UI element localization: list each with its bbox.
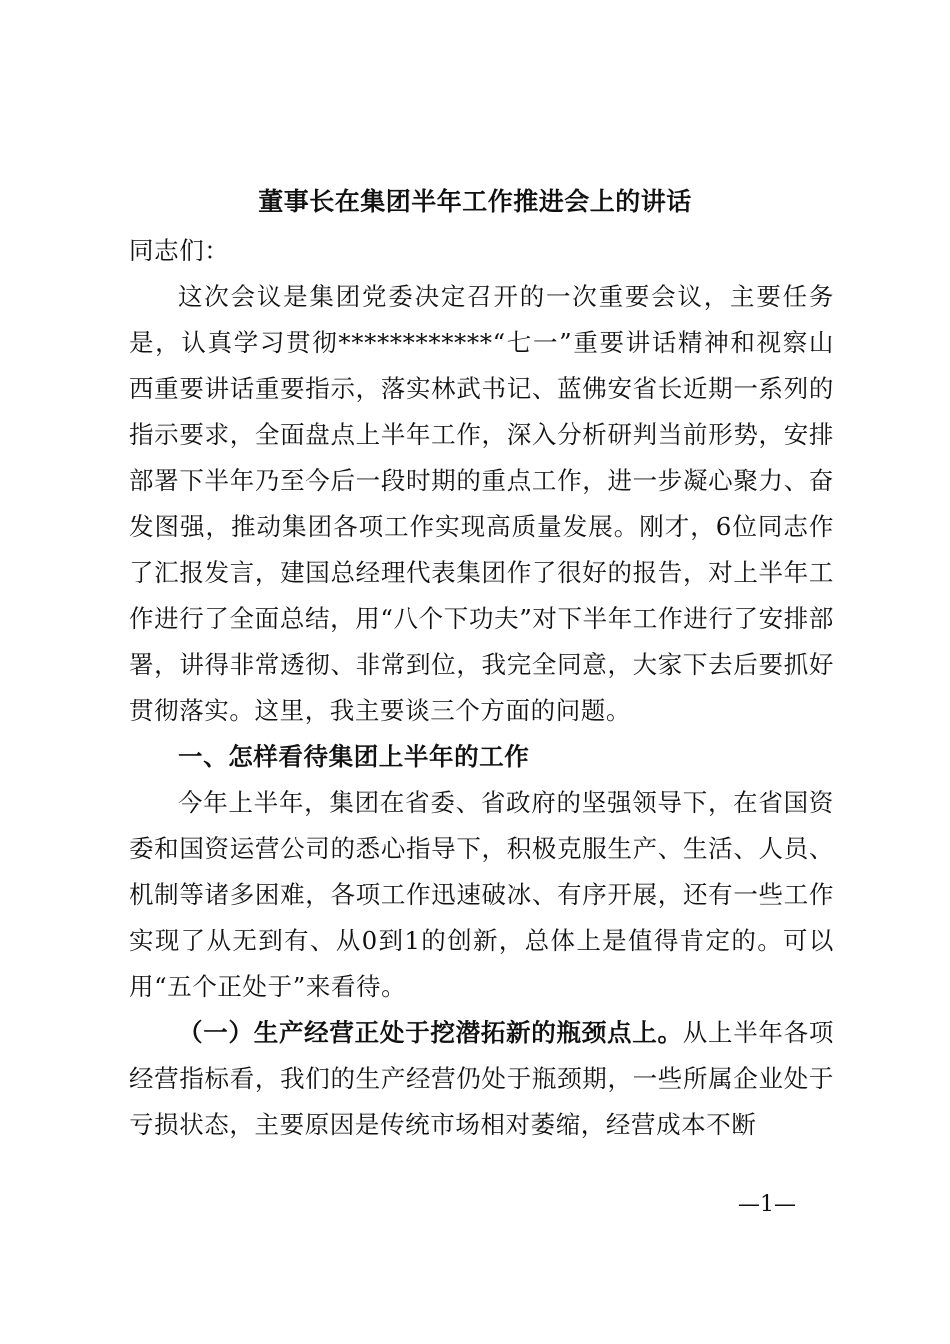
salutation: 同志们：	[129, 236, 230, 265]
subsection-1-heading: （一）生产经营正处于挖潜拓新的瓶颈点上。	[178, 1018, 683, 1047]
subsection-1-paragraph	[129, 1010, 834, 1148]
section-1-heading: 一、怎样看待集团上半年的工作	[178, 742, 530, 771]
intro-paragraph: 这次会议是集团党委决定召开的一次重要会议，主要任务是，认真学习贯彻************“七一”重要讲话精神和视察山西重要讲话重要指示，落实林武书记、蓝佛安省长近期一系列的指示要求，全面盘点上半年工作，深入分析研判当前形势，安排部署下半年乃至今后一段时期的重点工作，进一步凝心聚力、奋发图强，推动集团各项工作实现高质量发展。刚才，6位同志作了汇报发言，建国总经理代表集团作了很好的报告，对上半年工作进行了全面总结，用“八个下功夫”对下半年工作进行了安排部署，讲得非常透彻、非常到位，我完全同意，大家下去后要抓好贯彻落实。这里，我主要谈三个方面的问题。	[129, 282, 834, 725]
subsection-1-text: 从上半年各项经营指标看，我们的生产经营仍处于瓶颈期，一些所属企业处于亏损状态，主要原因是传统市场相对萎缩，经营成本不断	[129, 1018, 834, 1139]
document-title: 董事长在集团半年工作推进会上的讲话	[258, 187, 692, 216]
section-1-paragraph: 今年上半年，集团在省委、省政府的坚强领导下，在省国资委和国资运营公司的悉心指导下，积极克服生产、生活、人员、机制等诸多困难，各项工作迅速破冰、有序开展，还有一些工作实现了从无到有、从0到1的创新，总体上是值得肯定的。可以用“五个正处于”来看待。	[129, 788, 834, 1001]
document-body	[129, 228, 834, 1148]
page-number: —1—	[738, 1192, 796, 1217]
